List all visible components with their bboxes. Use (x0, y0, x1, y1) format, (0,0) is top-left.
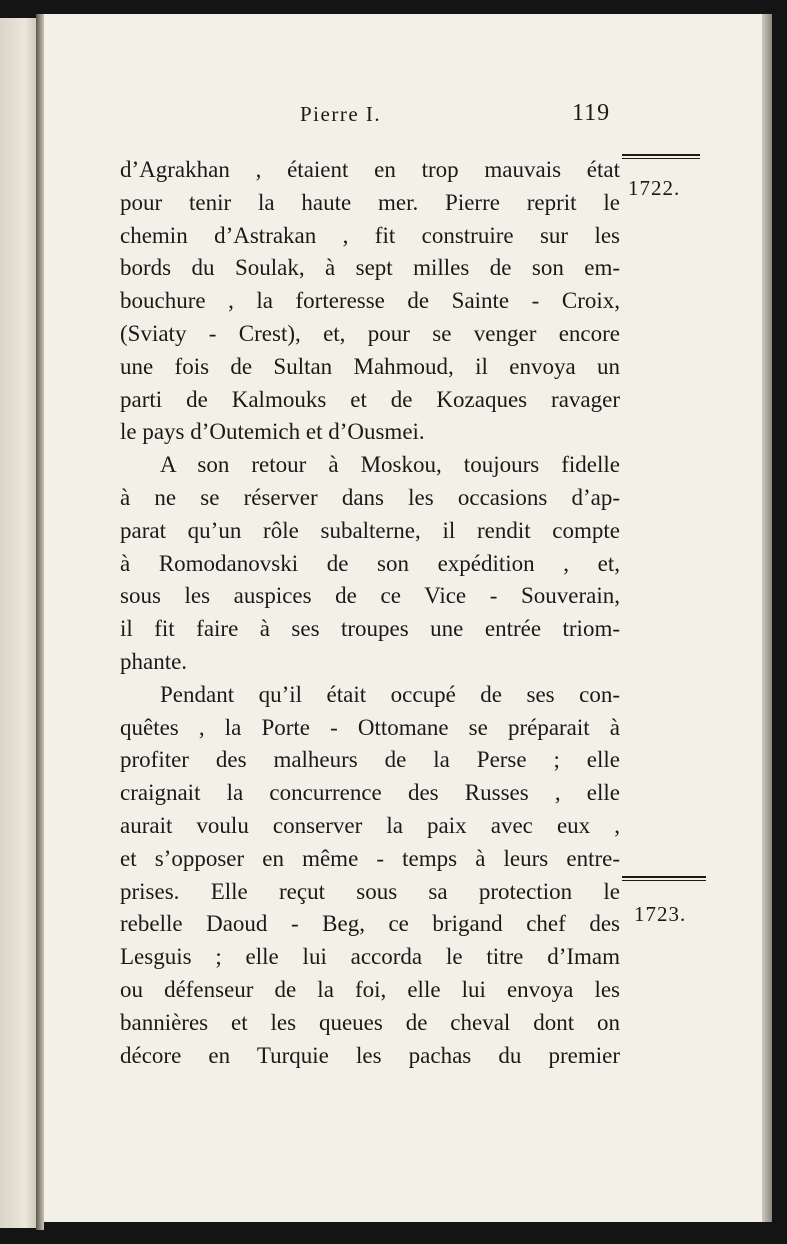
text-line: parti de Kalmouks et de Kozaques ravager (120, 386, 620, 412)
text-line: A son retour à Moskou, toujours fidelle (160, 452, 620, 478)
text-line: Lesguis ; elle lui accorda le titre d’Imam (120, 944, 620, 970)
text-line: parat qu’un rôle subalterne, il rendit compte (120, 517, 620, 543)
text-line: d’Agrakhan , étaient en trop mauvais état (120, 157, 620, 182)
running-title: Pierre I. (300, 102, 382, 126)
text-line: prises. Elle reçut sous sa protection le (120, 878, 620, 904)
text-line: ou défenseur de la foi, elle lui envoya les (120, 976, 620, 1002)
text-line: sous les auspices de ce Vice - Souverain, (120, 583, 620, 609)
margin-note-year-1722: 1722. (628, 176, 681, 200)
text-line: profiter des malheurs de la Perse ; elle (120, 747, 620, 773)
text-line: rebelle Daoud - Beg, ce brigand chef des (120, 911, 620, 937)
text-line: pour tenir la haute mer. Pierre reprit le (120, 189, 620, 215)
text-line: bords du Soulak, à sept milles de son em- (120, 255, 620, 281)
text-line: à ne se réserver dans les occasions d’ap- (120, 484, 620, 510)
text-line: bannières et les queues de cheval dont on (120, 1009, 620, 1035)
text-line: craignait la concurrence des Russes , elle (120, 780, 620, 806)
text-line: une fois de Sultan Mahmoud, il envoya un (120, 353, 620, 379)
page-number: 119 (572, 100, 611, 126)
text-line: il fit faire à ses troupes une entrée triom- (120, 616, 620, 642)
book-gutter (36, 14, 44, 1230)
text-line: (Sviaty - Crest), et, pour se venger encore (120, 320, 620, 346)
text-line: Pendant qu’il était occupé de ses con- (160, 681, 620, 707)
body-text (120, 154, 620, 1072)
margin-note-year-1723: 1723. (634, 902, 687, 926)
text-line: bouchure , la forteresse de Sainte - Croix, (120, 288, 620, 314)
margin-rule-1723 (622, 876, 706, 881)
text-line: phante. (120, 648, 188, 674)
text-line: à Romodanovski de son expédition , et, (120, 550, 620, 576)
text-line: décore en Turquie les pachas du premier (120, 1042, 620, 1068)
margin-rule-1722 (622, 154, 700, 159)
text-line: le pays d’Outemich et d’Ousmei. (120, 419, 425, 445)
page-fore-edge (762, 14, 772, 1222)
text-line: et s’opposer en même - temps à leurs entre- (120, 845, 620, 871)
text-line: aurait voulu conserver la paix avec eux , (120, 812, 620, 838)
facing-page-edge (0, 18, 36, 1228)
book-page (44, 14, 762, 1222)
text-line: chemin d’Astrakan , fit construire sur les (120, 222, 620, 248)
text-line: quêtes , la Porte - Ottomane se préparait à (120, 714, 620, 740)
page-header (44, 98, 762, 130)
